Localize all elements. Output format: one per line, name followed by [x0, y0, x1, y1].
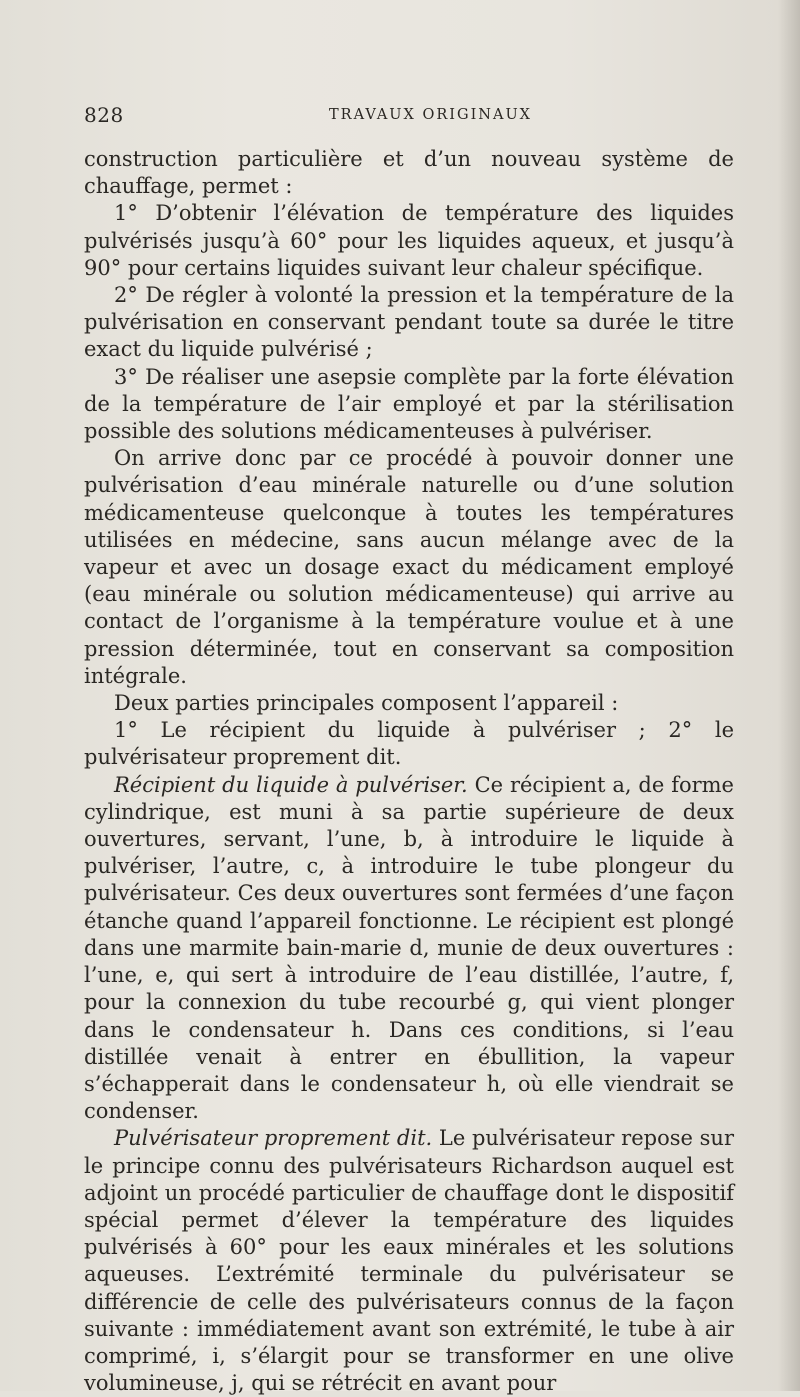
section-heading: Pulvérisateur proprement dit. — [114, 1126, 433, 1151]
paragraph-text: Deux parties principales composent l’appareil : — [114, 691, 619, 716]
paragraph — [84, 717, 734, 771]
paragraph — [84, 1125, 734, 1397]
paragraph — [84, 200, 734, 282]
page-edge-shadow — [778, 0, 800, 1391]
body-text — [84, 146, 734, 1397]
paragraph — [84, 772, 734, 1126]
paragraph-text: 1° D’obtenir l’élévation de température des liquides pulvérisés jusqu’à 60° pour les liquides aqueux, et jusqu’à 90° pour certains liquides suivant leur chaleur spécifique. — [84, 201, 734, 280]
paragraph-text: On arrive donc par ce procédé à pouvoir donner une pulvérisation d’eau minérale naturelle ou d’une solution médicamenteuse quelconque à toutes les températures utilisées en médecine, sans aucun mélange avec de la vapeur et avec un dosage exact du médicament employé (eau minérale ou solution médicamenteuse) qui arrive au contact de l’organisme à la température voulue et à une pression déterminée, tout en conservant sa composition intégrale. — [84, 446, 734, 688]
paragraph — [84, 690, 734, 717]
paragraph — [84, 445, 734, 690]
paragraph-text: 2° De régler à volonté la pression et la température de la pulvérisation en conservant pendant toute sa durée le titre exact du liquide pulvérisé ; — [84, 283, 734, 362]
paragraph-text: Ce récipient a, de forme cylindrique, est muni à sa partie supérieure de deux ouvertures, servant, l’une, b, à introduire le liquide à pulvériser, l’autre, c, à introduire le tube plongeur du pulvérisateur. Ces deux ouvertures sont fermées d’une façon étanche quand l’appareil fonctionne. Le récipient est plongé dans une marmite bain-marie d, munie de deux ouvertures : l’une, e, qui sert à introduire de l’eau distillée, l’autre, f, pour la connexion du tube recourbé g, qui vient plonger dans le condensateur h. Dans ces conditions, si l’eau distillée venait à entrer en ébullition, la vapeur s’échapperait dans le condensateur h, où elle viendrait se condenser. — [84, 772, 734, 1124]
page-header — [84, 103, 734, 133]
running-title: TRAVAUX ORIGINAUX — [329, 107, 532, 123]
section-heading: Récipient du liquide à pulvériser. — [114, 772, 468, 797]
paragraph — [84, 364, 734, 446]
paragraph — [84, 282, 734, 364]
paragraph-text: Le pulvérisateur repose sur le principe connu des pulvérisateurs Richardson auquel est adjoint un procédé particulier de chauffage dont le dispositif spécial permet d’élever la température des liquides pulvérisés à 60° pour les eaux minérales et les solutions aqueuses. L’extrémité terminale du pulvérisateur se différencie de celle des pulvérisateurs connus de la façon suivante : immédiatement avant son extrémité, le tube à air comprimé, i, s’élargit pour se transformer en une olive volumineuse, j, qui se rétrécit en avant pour — [84, 1126, 734, 1396]
paragraph-text: 1° Le récipient du liquide à pulvériser ; 2° le pulvérisateur proprement dit. — [84, 718, 734, 770]
paragraph-text: construction particulière et d’un nouveau système de chauffage, permet : — [84, 147, 734, 199]
page-number: 828 — [84, 103, 124, 127]
paragraph — [84, 146, 734, 200]
paragraph-text: 3° De réaliser une asepsie complète par la forte élévation de la température de l’air employé et par la stérilisation possible des solutions médicamenteuses à pulvériser. — [84, 364, 734, 444]
